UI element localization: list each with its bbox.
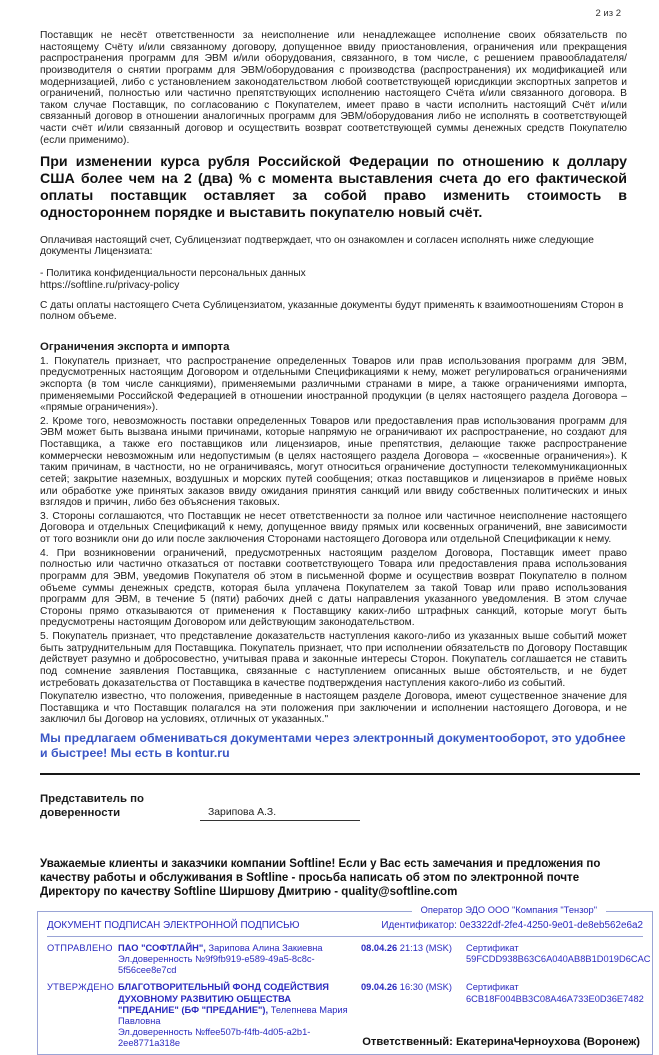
status-label: ОТПРАВЛЕНО xyxy=(47,942,113,953)
export-clause-4: 4. При возникновении ограничений, предусмотренных настоящим разделом Договора, Поставщик имеет право полностью или частично отказаться от поставки соответствующего Товара или предоставления права использования программ для ЭВМ, уведомив Покупателя об этом в письменной форме и осуществив возврат Покупателю в полном объеме суммы денежных средств, которая была уплачена Покупателем за такой Товар или право использования программ для ЭВМ, в течение 5 (пяти) рабочих дней с даты направления указанного уведомления. В этом случае Стороны прямо отказываются от применения к Поставщику каких-либо штрафных санкций, которые могут быть предусмотрены настоящим Договором или действующим законодательством. xyxy=(40,547,627,629)
export-clause-1: 1. Покупатель признает, что распространение определенных Товаров или прав использования программ для ЭВМ, предусмотренных настоящим Договором и отдельными Спецификациями к нему, может регулироваться ограничениями экспорта (в том числе санкциями), применяемыми различными странами в мире, а также ограничениями импорта, применяемыми Российской Федерацией в отношении иностранной продукции (в целях настоящего раздела Договора – «прямые ограничения»). xyxy=(40,355,627,414)
signer-info xyxy=(118,982,352,1049)
effective-note: С даты оплаты настоящего Счета Сублицензиатом, указанные документы будут применять к взаимоотношениям Сторон в полном объеме. xyxy=(40,299,624,322)
stamp-operator-label: Оператор ЭДО ООО "Компания "Тензор" xyxy=(412,905,606,915)
sign-date: 08.04.26 xyxy=(361,942,398,953)
policy-url: https://softline.ru/privacy-policy xyxy=(40,279,180,291)
sign-datetime xyxy=(361,982,457,993)
signature-label: Представитель по доверенности xyxy=(40,792,144,820)
export-clause-2: 2. Кроме того, невозможность поставки определенных Товаров или предоставления прав использования программ для ЭВМ может быть вызвана иными причинами, которые напрямую не ограничивают их распространение, но создают для Поставщика, а также его поставщиков или лицензиаров, иные препятствия, делающие также распространение коммерчески невозможным или недопустимым (в целях настоящего раздела Договора – «косвенные ограничения»). К таким причинам, в частности, но не ограничиваясь, могут относиться ограничение доступности телекоммуникационных сетей; закрытие наземных, воздушных и морских путей сообщения; отказ поставщиков и лицензиаров в приёме новых или обработке уже принятых заказов ввиду ожидания принятия санкций или ввиду собственных политических и иных взглядов и причин, либо без объяснения таковых. xyxy=(40,415,627,509)
signature-name: Зарипова А.З. xyxy=(200,807,360,821)
sign-datetime xyxy=(361,943,457,954)
stamp-identifier: Идентификатор: 0e3322df-2fe4-4250-9e01-de8eb562e6a2 xyxy=(381,919,643,931)
payment-acknowledgement: Оплачивая настоящий счет, Сублицензиат подтверждает, что он ознакомлен и согласен исполнять ниже следующие документы Лицензиата: xyxy=(40,235,594,258)
export-clause-5: 5. Покупатель признает, что представление доказательств наступления какого-либо из указанных выше событий может быть затруднительным для Поставщика. Покупатель признает, что при исполнении обязательств по Договору Поставщик действует разумно и добросовестно, учитывая права и законные интересы Сторон. Покупатель соглашается не ставить под сомнение заявления Поставщика, связанные с наступлением описанных выше обстоятельств, и не будет истребовать доказательства от Поставщика в качестве подтверждения наступления какого-либо из событий. xyxy=(40,631,627,689)
responsible-label: Ответственный: ЕкатеринаЧерноухова (Воронеж) xyxy=(362,1036,640,1049)
export-clause-3: 3. Стороны соглашаются, что Поставщик не несет ответственности за полное или частичное неисполнение настоящего Договора и отдельных Спецификаций к нему, допущенное ввиду прямых или косвенных ограничений, вне зависимости от того возникли они до или после заключения Сторонами настоящего Договора или отдельной Спецификации к нему. xyxy=(40,510,627,546)
export-clause-addendum: Покупателю известно, что положения, приведенные в настоящем разделе Договора, имеют существенное значение для Поставщика и что Поставщик полагался на эти положения при заключении и исполнении настоящего Договора, и не заключил бы Договор на условиях, отличных от указанных." xyxy=(40,691,627,726)
signature-block xyxy=(40,792,627,821)
status-label: УТВЕРЖДЕНО xyxy=(47,982,115,993)
certificate: Сертификат 59FCDD938B63C6A040AB8B1D019D6CAC xyxy=(466,942,651,965)
intro-paragraph: Поставщик не несёт ответственности за неисполнение или ненадлежащее исполнение своих обязательств по настоящему Счёту и/или связанному договору, допущенное ввиду приостановления, ограничения или прекращения распространения программ для ЭВМ и/или оборудования, связанного, в том числе, с решением правообладателя/производителя о снятии программ для ЭВМ/оборудования с производства (распространения) их модификацией или модернизацией, либо с установлением законодательством любой соответствующей юрисдикции экспортных запретов и ограничений, полностью или частично препятствующих исполнению настоящего Счёта и/или связанного договора. В таком случае Поставщик, по согласованию с Покупателем, имеет право в части исполнить настоящий Счёт и/или связанный договор в отношении аналогичных программ для ЭВМ/оборудования либо не исполнять в соответствующей части счёт и/или связанный договор и осуществить возврат соответствующей суммы денежных средств Покупателю (если применимо). xyxy=(40,30,627,146)
policy-item: - Политика конфиденциальности персональных данных xyxy=(40,267,306,279)
stamp-row-sent xyxy=(47,937,651,976)
signer-info xyxy=(118,943,352,976)
certificate: Сертификат 6CB18F004BB3C08A46A733E0D36E7482 xyxy=(466,982,644,1004)
poa-number: Эл.доверенность №ffee507b-f4fb-4d05-a2b1-2ee8771a318e xyxy=(118,1027,311,1049)
edo-promo-text: Мы предлагаем обмениваться документами через электронный документооборот, это удобнее и быстрее! Мы есть в kontur.ru xyxy=(40,731,626,760)
currency-change-clause: При изменении курса рубля Российской Федерации по отношению к доллару США более чем на 2 (два) % с момента выставления счета до его фактической оплаты поставщик оставляет за собой право изменить стоимость в одностороннем порядке и выставить покупателю новый счёт. xyxy=(40,154,627,221)
export-section-heading: Ограничения экспорта и импорта xyxy=(40,340,230,353)
org-name: БЛАГОТВОРИТЕЛЬНЫЙ ФОНД СОДЕЙСТВИЯ ДУХОВНОМУ РАЗВИТИЮ ОБЩЕСТВА "ПРЕДАНИЕ" (БФ "ПРЕДАНИЕ"), xyxy=(118,982,329,1015)
person-name: Зарипова Алина Закиевна xyxy=(208,942,323,953)
quality-notice: Уважаемые клиенты и заказчики компании Softline! Если у Вас есть замечания и предложения по качеству работы и обслуживания в Softline - просьба написать об этом по электронной почте Директору по качеству Softline Ширшову Дмитрию - quality@softline.com xyxy=(40,858,601,899)
person-name: Телепнева Мария Павловна xyxy=(118,1004,348,1026)
licensor-documents-list xyxy=(40,268,627,292)
stamp-header xyxy=(47,916,643,937)
poa-number: Эл.доверенность №9f9fb919-e589-49a5-8c8c-5f56cee8e7cd xyxy=(118,954,315,976)
sign-time: 21:13 (MSK) xyxy=(399,942,452,953)
sign-date: 09.04.26 xyxy=(361,982,398,993)
signature-divider xyxy=(40,773,640,775)
sign-time: 16:30 (MSK) xyxy=(399,982,452,993)
stamp-title: ДОКУМЕНТ ПОДПИСАН ЭЛЕКТРОННОЙ ПОДПИСЬЮ xyxy=(47,919,300,931)
page-number: 2 из 2 xyxy=(595,8,621,19)
org-name: ПАО "СОФТЛАЙН", xyxy=(118,942,206,953)
